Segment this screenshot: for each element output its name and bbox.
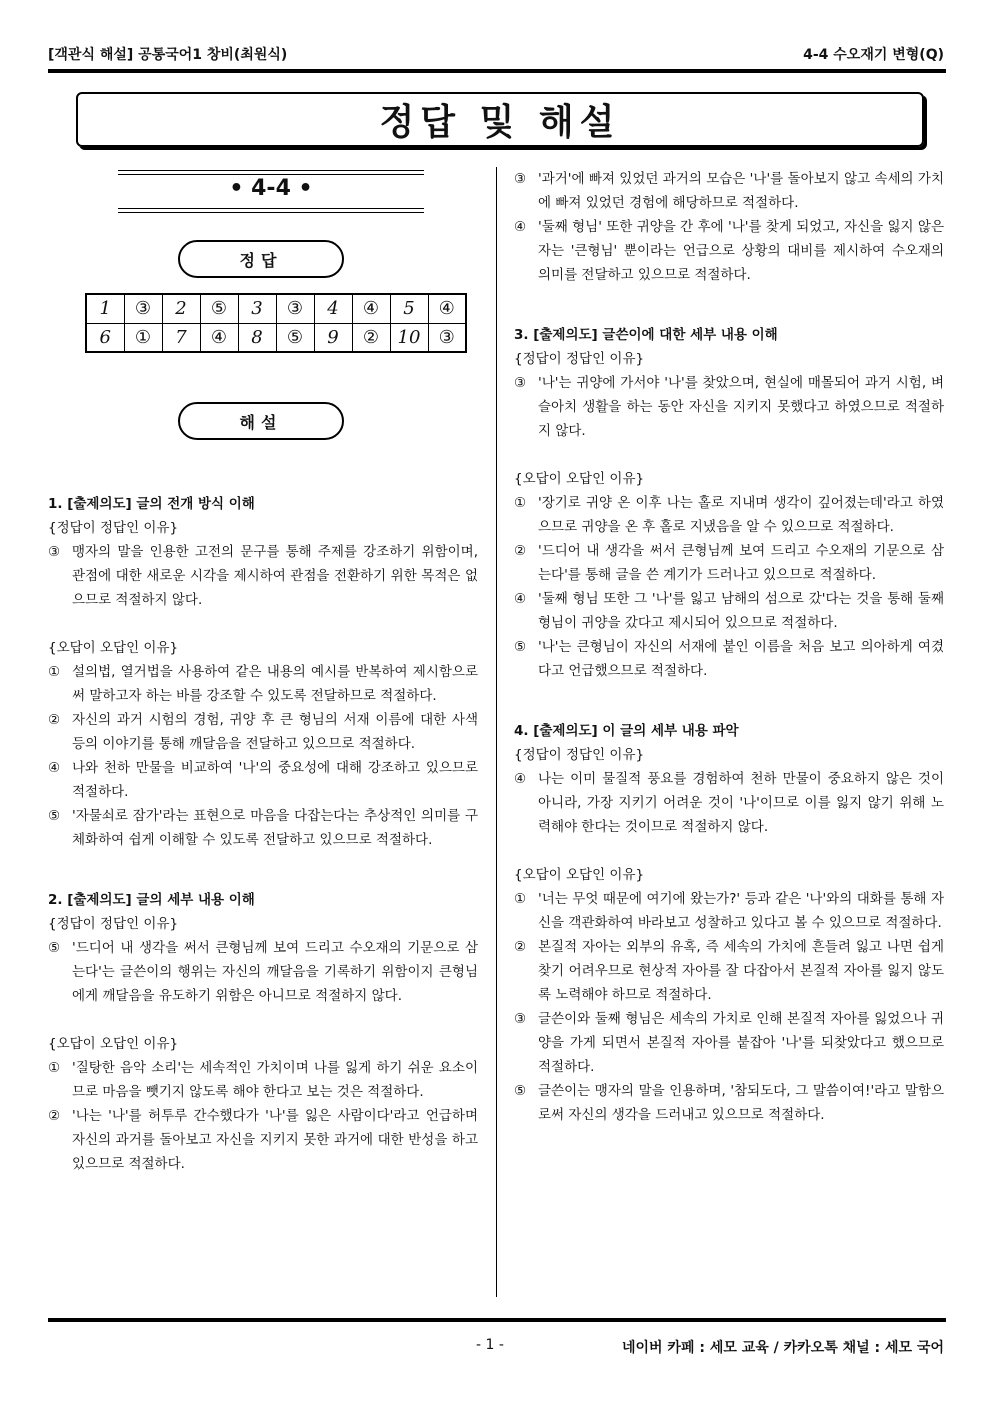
answer-num: 3 xyxy=(238,294,276,323)
section-number: • 4-4 • xyxy=(229,176,313,201)
footer-credit: 네이버 카페 : 세모 교육 / 카카오톡 채널 : 세모 국어 xyxy=(621,1340,944,1356)
choice-text: 글쓴이는 맹자의 말을 인용하며, '참되도다, 그 말씀이여!'라고 말함으로써 자신의 생각을 드러내고 있으므로 적절하다. xyxy=(538,1083,944,1123)
section-line-bottom xyxy=(118,208,424,209)
answer-value: ③ xyxy=(428,323,466,352)
answer-num: 5 xyxy=(390,294,428,323)
choice-text: '둘째 형님' 또한 귀양을 간 후에 '나'를 찾게 되었고, 자신을 잃지 않은 자는 '큰형님' 뿐이라는 언급으로 상황의 대비를 제시하여 수오재의 의미를 전달하고 있으므로 적절하다. xyxy=(538,219,944,283)
answer-value: ④ xyxy=(200,323,238,352)
choice-mark: ③ xyxy=(48,544,61,560)
right-column xyxy=(514,167,944,1127)
q3-correct-label: {정답이 정답인 이유} xyxy=(514,351,645,367)
answer-num: 9 xyxy=(314,323,352,352)
choice-mark: ① xyxy=(514,891,527,907)
answer-value: ③ xyxy=(124,294,162,323)
answer-num: 4 xyxy=(314,294,352,323)
choice-mark: ④ xyxy=(514,771,527,787)
footer-rule xyxy=(48,1318,946,1322)
answer-value: ② xyxy=(352,323,390,352)
q1-wrong-item xyxy=(48,708,478,756)
answer-num: 1 xyxy=(86,294,124,323)
q2-wrong-item xyxy=(514,215,944,287)
answer-num: 2 xyxy=(162,294,200,323)
q4-wrong-item xyxy=(514,887,944,935)
q3-title: 3. [출제의도] 글쓴이에 대한 세부 내용 이해 xyxy=(514,327,778,343)
choice-mark: ③ xyxy=(514,375,527,391)
choice-text: 설의법, 열거법을 사용하여 같은 내용의 예시를 반복하여 제시함으로써 말하고자 하는 바를 강조할 수 있도록 전달하므로 적절하다. xyxy=(72,664,478,704)
q1-wrong-item xyxy=(48,756,478,804)
choice-text: '나'는 큰형님이 자신의 서재에 붙인 이름을 처음 보고 의아하게 여겼다고 언급했으므로 적절하다. xyxy=(538,639,944,679)
q1-title: 1. [출제의도] 글의 전개 방식 이해 xyxy=(48,496,255,512)
choice-mark: ① xyxy=(48,1060,61,1076)
choice-mark: ① xyxy=(48,664,61,680)
q1-correct-item xyxy=(48,540,478,612)
choice-mark: ⑤ xyxy=(48,940,61,956)
section-line-top2 xyxy=(118,174,424,175)
q3-wrong-item xyxy=(514,539,944,587)
answer-num: 8 xyxy=(238,323,276,352)
choice-mark: ④ xyxy=(514,591,527,607)
q4-title: 4. [출제의도] 이 글의 세부 내용 파악 xyxy=(514,723,739,739)
answer-num: 10 xyxy=(390,323,428,352)
q1-wrong-label: {오답이 오답인 이유} xyxy=(48,640,179,656)
choice-mark: ③ xyxy=(514,1011,527,1027)
choice-mark: ③ xyxy=(514,171,527,187)
page-number: - 1 - xyxy=(476,1337,504,1353)
q2-wrong-item xyxy=(48,1104,478,1176)
choice-mark: ② xyxy=(48,712,61,728)
q2-wrong-label: {오답이 오답인 이유} xyxy=(48,1036,179,1052)
choice-text: '둘째 형님 또한 그 '나'를 잃고 남해의 섬으로 갔'다는 것을 통해 둘째 형님이 귀양을 갔다고 제시되어 있으므로 적절하다. xyxy=(538,591,944,631)
choice-mark: ② xyxy=(48,1108,61,1124)
q4-correct-label: {정답이 정답인 이유} xyxy=(514,747,645,763)
section-line-bottom2 xyxy=(118,212,424,213)
column-divider xyxy=(496,167,497,1297)
answer-num: 7 xyxy=(162,323,200,352)
choice-text: '너는 무엇 때문에 여기에 왔는가?' 등과 같은 '나'와의 대화를 통해 자신을 객관화하여 바라보고 성찰하고 있다고 볼 수 있으므로 적절하다. xyxy=(538,891,944,931)
choice-mark: ② xyxy=(514,939,527,955)
answer-value: ① xyxy=(124,323,162,352)
choice-text: '드디어 내 생각을 써서 큰형님께 보여 드리고 수오재의 기문으로 삼는다'는 글쓴이의 행위는 자신의 깨달음을 기록하기 위함이지 큰형님에게 깨달음을 유도하기 위함은 아니므로 적절하지 않다. xyxy=(72,940,478,1004)
choice-text: 나는 이미 물질적 풍요를 경험하여 천하 만물이 중요하지 않은 것이 아니라, 가장 지키기 어려운 것이 '나'이므로 이를 잃지 않기 위해 노력해야 한다는 것이므로 적절하지 않다. xyxy=(538,771,944,835)
header-left: [객관식 해설] 공통국어1 창비(최원식) xyxy=(48,47,288,63)
q1-correct-label: {정답이 정답인 이유} xyxy=(48,520,179,536)
choice-text: 본질적 자아는 외부의 유혹, 즉 세속의 가치에 흔들려 잃고 나면 쉽게 찾기 어려우므로 현상적 자아를 잘 다잡아서 본질적 자아를 잃지 않도록 노력해야 하므로 적절하다. xyxy=(538,939,944,1003)
choice-mark: ⑤ xyxy=(514,639,527,655)
left-column xyxy=(48,492,478,1176)
q4-wrong-label: {오답이 오답인 이유} xyxy=(514,867,645,883)
q4-wrong-item xyxy=(514,1079,944,1127)
choice-text: 맹자의 말을 인용한 고전의 문구를 통해 주제를 강조하기 위함이며, 관점에 대한 새로운 시각을 제시하여 관점을 전환하기 위한 목적은 없으므로 적절하지 않다. xyxy=(72,544,478,608)
choice-text: '드디어 내 생각을 써서 큰형님께 보여 드리고 수오재의 기문으로 삼는다'를 통해 글을 쓴 계기가 드러나고 있으므로 적절하다. xyxy=(538,543,944,583)
section-line-top xyxy=(118,170,424,171)
q4-wrong-item xyxy=(514,1007,944,1079)
q4-correct-item xyxy=(514,767,944,839)
header-rule xyxy=(48,69,946,73)
answer-table xyxy=(85,293,467,353)
q3-wrong-label: {오답이 오답인 이유} xyxy=(514,471,645,487)
q2-correct-label: {정답이 정답인 이유} xyxy=(48,916,179,932)
q4-wrong-item xyxy=(514,935,944,1007)
header-right: 4-4 수오재기 변형(Q) xyxy=(803,47,944,63)
choice-text: '질탕한 음악 소리'는 세속적인 가치이며 나를 잃게 하기 쉬운 요소이므로 마음을 뺏기지 않도록 해야 한다고 보는 것은 적절하다. xyxy=(72,1060,478,1100)
answer-value: ⑤ xyxy=(200,294,238,323)
q2-wrong-item xyxy=(48,1056,478,1104)
choice-mark: ⑤ xyxy=(48,808,61,824)
q3-wrong-item xyxy=(514,635,944,683)
q3-wrong-item xyxy=(514,491,944,539)
choice-text: 글쓴이와 둘째 형님은 세속의 가치로 인해 본질적 자아를 잃었으나 귀양을 가게 되면서 본질적 자아를 붙잡아 '나'를 되찾았다고 했으므로 적절하다. xyxy=(538,1011,944,1075)
choice-mark: ⑤ xyxy=(514,1083,527,1099)
choice-text: '자물쇠로 잠가'라는 표현으로 마음을 다잡는다는 추상적인 의미를 구체화하여 쉽게 이해할 수 있도록 전달하고 있으므로 적절하다. xyxy=(72,808,478,848)
q1-wrong-item xyxy=(48,804,478,852)
answer-value: ③ xyxy=(276,294,314,323)
q2-correct-item xyxy=(48,936,478,1008)
choice-text: 나와 천하 만물을 비교하여 '나'의 중요성에 대해 강조하고 있으므로 적절하다. xyxy=(72,760,478,800)
q3-correct-item xyxy=(514,371,944,443)
q2-title: 2. [출제의도] 글의 세부 내용 이해 xyxy=(48,892,255,908)
answer-num: 6 xyxy=(86,323,124,352)
answer-value: ④ xyxy=(428,294,466,323)
choice-mark: ④ xyxy=(514,219,527,235)
choice-text: '나는 '나'를 허투루 간수했다가 '나'를 잃은 사람이다'라고 언급하며 자신의 과거를 돌아보고 자신을 지키지 못한 과거에 대한 반성을 하고 있으므로 적절하다. xyxy=(72,1108,478,1172)
answer-value: ④ xyxy=(352,294,390,323)
choice-text: '나'는 귀양에 가서야 '나'를 찾았으며, 현실에 매몰되어 과거 시험, 벼슬아치 생활을 하는 동안 자신을 지키지 못했다고 하였으므로 적절하지 않다. xyxy=(538,375,944,439)
choice-mark: ② xyxy=(514,543,527,559)
page-title: 정답 및 해설 xyxy=(76,92,924,147)
choice-text: '과거'에 빠져 있었던 과거의 모습은 '나'를 돌아보지 않고 속세의 가치에 빠져 있었던 경험에 해당하므로 적절하다. xyxy=(538,171,944,211)
answer-value: ⑤ xyxy=(276,323,314,352)
q2-wrong-item xyxy=(514,167,944,215)
q3-wrong-item xyxy=(514,587,944,635)
explain-pill: 해설 xyxy=(178,402,344,440)
answer-pill: 정답 xyxy=(178,240,344,278)
choice-mark: ④ xyxy=(48,760,61,776)
choice-text: '장기로 귀양 온 이후 나는 홀로 지내며 생각이 깊어졌는데'라고 하였으므로 귀양을 온 후 홀로 지냈음을 알 수 있으므로 적절하다. xyxy=(538,495,944,535)
q1-wrong-item xyxy=(48,660,478,708)
choice-mark: ① xyxy=(514,495,527,511)
choice-text: 자신의 과거 시험의 경험, 귀양 후 큰 형님의 서재 이름에 대한 사색 등의 이야기를 통해 깨달음을 전달하고 있으므로 적절하다. xyxy=(72,712,478,752)
